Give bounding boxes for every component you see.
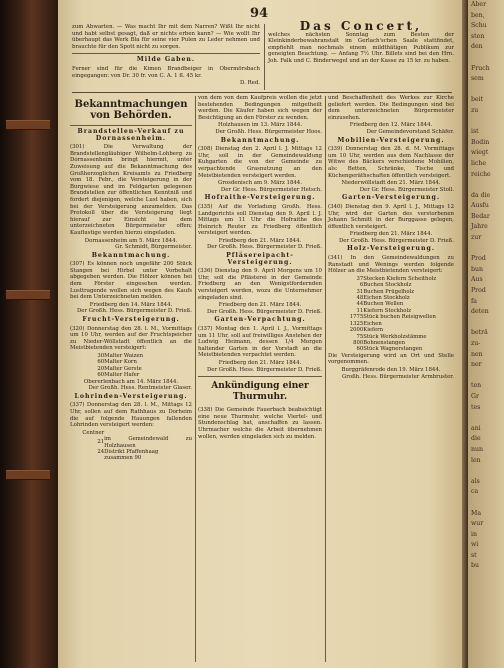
section-title: Lohrinden-Versteigerung. (74, 392, 188, 400)
table-cell: 30 (97, 353, 105, 359)
facing-page-fragment: in (471, 530, 477, 538)
facing-page-fragment (468, 413, 504, 424)
facing-page-fragment: wi (471, 541, 479, 549)
facing-page-fragment: Aus (471, 276, 483, 284)
notice-text: (336) Dienstag den 9. April Morgens um 10 Uhr, soll die Pflästerei in der Gemeinde Friedberg an den Wenigstfordernden versteigert werden, wozu die Unternehmer eingeladen sind. (198, 268, 322, 301)
top-left-column (72, 24, 260, 87)
lohrinden-table (70, 430, 192, 462)
table-cell: 60 (97, 372, 105, 379)
column-3 (328, 95, 454, 380)
facing-page-fragment: Bodin (471, 138, 490, 146)
facing-page-fragment: Aber (471, 1, 487, 8)
table-cell: Stecken Kiefern Scheitholz (363, 275, 437, 282)
divider (70, 125, 192, 126)
notice-sign: Der Großh. Hess. Bürgermeister D. Frieß. (338, 237, 454, 244)
notice-text: (308) Dienstag den 2. April l. J. Mittags 12 Uhr, soll in der Gemeindewaldung Kuhgarten die von der Gemeinde zu verpachtende Grasnutzung an den Meistbietenden versteigert werden. (198, 146, 322, 179)
facing-page-fragment: ani (471, 424, 481, 432)
notice-sign: Der Großh. Hess. Bürgermeister D. Frieß. (206, 366, 322, 373)
section-title: Brandstellen-Verkauf zu Dornassenheim. (77, 128, 185, 142)
facing-page-fragment: nen (471, 350, 483, 358)
newspaper-page (58, 0, 462, 668)
facing-page-fragment: den (471, 43, 483, 51)
continued-text: zum Abwarten. — Was macht Ihr mit dem Narren? Wißt Ihr nicht und habt selbst gesagt, daß er nichts erben kann? — Wie wollt Ihr überhaupt das Werk Bla für seine vier Pulen zu Leder nehmen und brauchte für den Spott nicht zu sorgen. (72, 24, 260, 50)
table-cell: Centner (82, 429, 105, 436)
concert-title: Das Concert, (299, 19, 423, 33)
facing-page-fragment (468, 53, 504, 64)
spine-band (6, 290, 50, 300)
headline-behoerden: Bekanntmachungen von Behörden. (74, 99, 188, 121)
facing-page-fragment: beträ (471, 329, 488, 337)
facing-page-fragment: ben, (471, 11, 485, 19)
facing-page-fragment: ner (471, 361, 482, 369)
notice-text: (341) In den Gemeindewaldungen zu Ranstadt und Wenings werden folgende Hölzer an die Meistbietenden versteigert: (328, 255, 454, 275)
facing-page-fragment: bu (471, 562, 479, 570)
facing-page-fragment: Fruch (471, 64, 490, 72)
concert-text: welches nächsten Sonntag zum Besten der Kleinkinderbewahranstalt im Gerlach'schen Saale stattfindet, empfiehlt man nochmals einem mildthätigen Publikum zur geneigten Beachtung. — Anfang 7½ Uhr. Billets sind bei den Hrn. Joh. Falk und C. Binderwegel und an der Kasse zu 15 kr. zu haben. (268, 31, 454, 64)
notice-text: (340) Dienstag den 9. April l. J., Mittags 12 Uhr, wird der Garten des verstorbenen Johann Schmitt in der Burggasse gelegen, öffentlich versteigert. (328, 203, 454, 230)
headline-thurmuhr: Ankündigung einer Thurmuhr. (211, 381, 309, 403)
section-title-gaben: Milde Gaben. (136, 56, 196, 64)
table-cell: 20 (97, 365, 105, 372)
table-cell: zusammen 90 (104, 455, 142, 462)
notice-text: von dem von dem Kaufpreis wollen die jetzt bestehenden Bedingungen mitgetheilt werden. Die Käufer haben sich wegen der Besichtigung an den Förster zu wenden. (198, 95, 322, 121)
column-divider (325, 96, 326, 662)
notice-text: und Beschaffenheit des Werkes zur Kirche geliefert werden. Die Bedingungen sind bei dem unterzeichneten Bürgermeister einzusehen. (328, 95, 454, 121)
section-title: Pfläsereipacht-Versteigerung. (226, 252, 294, 266)
facing-page-fragment (468, 466, 504, 477)
notice-text: Die Versteigerung wird an Ort und Stelle vorgenommen. (328, 352, 454, 366)
facing-page-fragment: da die (471, 191, 491, 199)
notice-sign: Der Großh. Hess. Bürgermeister Hoos. (215, 128, 322, 135)
table-cell: Stück Wagnerstangen (363, 346, 423, 353)
facing-page-fragment: ca (471, 488, 479, 496)
facing-page-fragment: die (471, 435, 481, 443)
facing-page-fragment: wiegt (471, 149, 489, 157)
notice-date: Obererlenbach am 14. März 1844. (83, 378, 179, 385)
notice-date: Friedberg den 14. März 1844. (89, 301, 173, 308)
section-title: Garten-Verpachtung. (214, 316, 306, 324)
notice-text: (338) Die Gemeinde Fauerbach beabsichtigt eine neue Thurmuhr, welche Viertel- und Stundenschlag hat, anschaffen zu lassen. Uhrmacher welche die Arbeit übernehmen wollen, werden eingeladen sich zu melden. (198, 407, 322, 440)
table-cell: Eichen (363, 320, 382, 327)
spine-band (6, 120, 50, 130)
facing-page-fragment: ist (471, 128, 479, 136)
table-cell: 11 (356, 307, 364, 314)
notice-sign: Der Gr. Hess. Bürgermeister Hetsch. (220, 186, 322, 193)
notice-date: Niederwöllstadt den 21. März 1844. (341, 180, 441, 187)
notice-date: Friedberg den 21. März 1844. (349, 231, 433, 238)
table-cell: Eichen Stockholz (363, 295, 410, 302)
facing-page-fragment: sem (471, 75, 484, 83)
table-cell: 800 (353, 339, 364, 346)
facing-page-fragment: fa (471, 297, 477, 305)
facing-page-fragment: wur (471, 520, 484, 528)
facing-page-fragment: Prod (471, 255, 486, 263)
facing-page-fragment: tes (471, 403, 481, 411)
notice-text: (301) Die Verwaltung der Brandstellengläubiger Wilhelm-Lohberg zu Dornassenheim bringt hiermit, unter Zuweisung auf die Bekanntmachung des Großherzoglichen Kreisamts zu Friedberg vom 18. Febr., die Versteigerung in der Burgwiese und im Feldgarten gelegenen Brandstellen zur öffentlichen Kenntniß und fordert diejenigen, welche Lust haben, sich bei der Versteigerung anzumelden. Das Protokoll über die Versteigerung liegt hierauf zur Einsicht bei dem unterzeichneten Bürgermeister offen; Kauflustige werden hierzu eingeladen. (70, 144, 192, 236)
table-cell: Malter Korn (104, 359, 137, 366)
facing-page-fragment: beit (471, 96, 484, 104)
table-cell: 60 (97, 359, 105, 366)
facing-page-fragment: sten (471, 32, 485, 40)
section-title: Hofraithe-Versteigerung. (204, 194, 316, 202)
column-divider (195, 96, 196, 662)
table-row (70, 436, 192, 449)
facing-page-fragment: reiche (471, 170, 491, 178)
notice-sign: Der Großh. Hess. Bürgermeister D. Frieß. (206, 308, 322, 315)
facing-page-fragment: Gr (471, 392, 479, 400)
notice-sign: Der Gr. Hess. Bürgermeister Stoll. (359, 186, 454, 193)
facing-page-fragment: Prod (471, 287, 486, 295)
notice-text: (320) Donnerstag den 28. l. M., Vormittags um 10 Uhr, werden auf der Fruchtspeicher zu Nieder-Wöllstadt öffentlich an die Meistbietenden versteigert: (70, 325, 192, 352)
table-cell: 75 (356, 333, 364, 340)
table-cell: Buchen Wellen (363, 301, 404, 308)
notice-text: (335) Auf die Vorladung Großh. Hess. Landgerichts soll Dienstag den 9. April l. J. Mittags um 11 Uhr die Hofraithe des Heinrich Reuter zu Friedberg öffentlich versteigert werden. (198, 203, 322, 237)
section-title: Garten-Versteigerung. (341, 194, 441, 202)
frucht-table (70, 353, 192, 379)
facing-page-fragment: ten (471, 382, 482, 390)
notice-sign: Der Großh. Hess. Rentmeister Glaser. (88, 385, 192, 392)
notice-date: Dornassenheim am 5. März 1844. (84, 237, 178, 244)
notice-text: (337) Donnerstag den 28. l. M., Mittags 12 Uhr, sollen auf dem Rathhaus zu Dorheim die auf folgende Hauungen fallenden Lohrinden versteigert werden: (70, 402, 192, 429)
facing-page-fragment: Bedar (471, 212, 490, 220)
table-cell: Stück Werkholzstämme (363, 333, 427, 340)
facing-page-fragment: nun (471, 445, 483, 453)
facing-page-fragment: Ma (471, 509, 482, 517)
table-cell: Distrikt Pfaffenhaag (104, 449, 159, 455)
gaben-sign: D. Red. (240, 80, 260, 87)
table-cell: 44 (356, 301, 364, 308)
notice-sign: Der Gemeindevorstand Schäfer. (366, 128, 454, 135)
column-divider (264, 24, 265, 90)
table-cell: Kiefern (363, 327, 384, 334)
table-cell: 37 (356, 275, 364, 282)
facing-page-fragment (468, 180, 504, 191)
notice-date: Friedberg den 21. März 1844. (218, 359, 302, 366)
facing-page-fragment: Schu (471, 22, 487, 30)
facing-page-fragment: Ausfu (471, 202, 489, 210)
notice-date: Friedberg den 21. März 1844. (218, 302, 302, 309)
notice-date: Grosdenisch am 9. März 1844. (218, 180, 302, 187)
gaben-text: Ferner sind für die Kimen Brandbeiger in Obermörsbach eingegangen: von Dr. 30 fr. von C. A. 1 fl. 45 kr. (72, 65, 260, 79)
spine-band (6, 470, 50, 480)
top-right-column (268, 19, 454, 66)
facing-page (468, 0, 504, 668)
notice-sign: Gr. Schmidt, Bürgermeister. (115, 244, 192, 251)
notice-sign: Großh. Hess. Bürgermeister Armbruster. (341, 373, 454, 380)
section-title: Mobilien-Versteigerung. (337, 136, 445, 144)
column-2 (198, 95, 322, 441)
table-cell: Bohnenstangen (363, 339, 406, 346)
book-spine (0, 0, 58, 668)
table-cell: 2000 (349, 327, 364, 334)
facing-page-fragment (468, 117, 504, 128)
section-rule (72, 92, 452, 93)
facing-page-fragment: len (471, 456, 481, 464)
notice-date: Friedberg den 12. März 1844. (349, 122, 433, 129)
facing-page-fragment: st (471, 551, 477, 559)
notice-text: (337) Montag den 1. April l. J., Vormittags um 11 Uhr, soll auf freiwilliges Anstehen der Ludwig Heimann, dessen 1/4 Morgen haltender Garten in der Vorstadt an die Meistbietenden verpachtet werden. (198, 326, 322, 359)
table-cell: 1775 (349, 314, 364, 321)
facing-page-fragment: bun (471, 265, 483, 273)
table-cell: Malter Waizen (104, 353, 144, 359)
table-row (70, 455, 192, 461)
table-cell: 6 (359, 282, 364, 289)
table-cell: Buchen Prügelholz (363, 288, 414, 295)
facing-page-fragment: liche (471, 159, 487, 167)
table-cell: 21 (97, 439, 105, 446)
table-cell: 31 (356, 288, 364, 295)
section-title: Holz-Versteigerung. (346, 245, 435, 253)
facing-page-fragment: als (471, 477, 480, 485)
table-cell: Kiefern Stockholz (363, 307, 411, 314)
table-cell: Malter Gerste (104, 365, 142, 372)
holz-table (328, 276, 454, 353)
table-cell: Malter Hafer (104, 372, 140, 379)
facing-page-fragment: zu- (471, 340, 481, 347)
section-title: Bekanntmachung. (220, 136, 300, 144)
table-cell: 48 (356, 295, 364, 302)
notice-date: Burggräfenrode den 19. März 1844. (341, 366, 441, 373)
notice-text: (307) Es können noch ungefähr 200 Stück Stangen bei Hirbel unter Vorbehalt abgegeben werden. Die Hölzer können bei dem Förster eingesehen werden. Lusttragende wollen sich wegen des Kaufs bei dem Unterzeichneten melden. (70, 261, 192, 301)
notice-sign: Der Großh. Hess. Bürgermeister D. Frieß. (206, 244, 322, 251)
page-number: 94 (250, 6, 269, 21)
notice-text: (339) Donnerstag den 28. d. M. Vormittags um 10 Uhr, werden aus dem Nachlasse der Witwe des Bäckers verschiedene Mobilien, als: Betten, Schränke, Tische und Küchengeräthschaften öffentlich versteigert. (328, 146, 454, 179)
table-cell: Buchen Stockholz (363, 282, 412, 289)
table-cell: 24 (97, 449, 105, 455)
divider (198, 376, 322, 377)
notice-date: Friedberg den 21. März 1844. (218, 237, 302, 244)
section-title: Frucht-Versteigerung. (82, 316, 180, 324)
facing-page-fragment (468, 318, 504, 329)
facing-page-fragment (468, 498, 504, 509)
table-cell: 60 (356, 346, 364, 353)
facing-page-fragment: zur (471, 234, 482, 242)
column-1 (70, 95, 192, 462)
facing-page-fragment: Jahre (471, 223, 488, 231)
facing-page-fragment (468, 371, 504, 382)
table-cell: Stück buchen Reisigwellen (363, 314, 436, 321)
section-title: Bekanntmachung. (91, 251, 171, 259)
divider (72, 53, 260, 54)
notice-date: Holzhausen im 13. März 1844. (218, 122, 302, 129)
table-cell: im Gemeindewald zu Holzhausen (104, 436, 192, 449)
notice-sign: Der Großh. Hess. Bürgermeister D. Frieß. (76, 308, 192, 315)
facing-page-fragment: deten (471, 308, 489, 316)
facing-page-fragment: zu (471, 106, 479, 114)
table-cell: 1325 (349, 320, 364, 327)
facing-page-fragment (468, 244, 504, 255)
table-cell (70, 455, 104, 461)
facing-page-fragment (468, 85, 504, 96)
